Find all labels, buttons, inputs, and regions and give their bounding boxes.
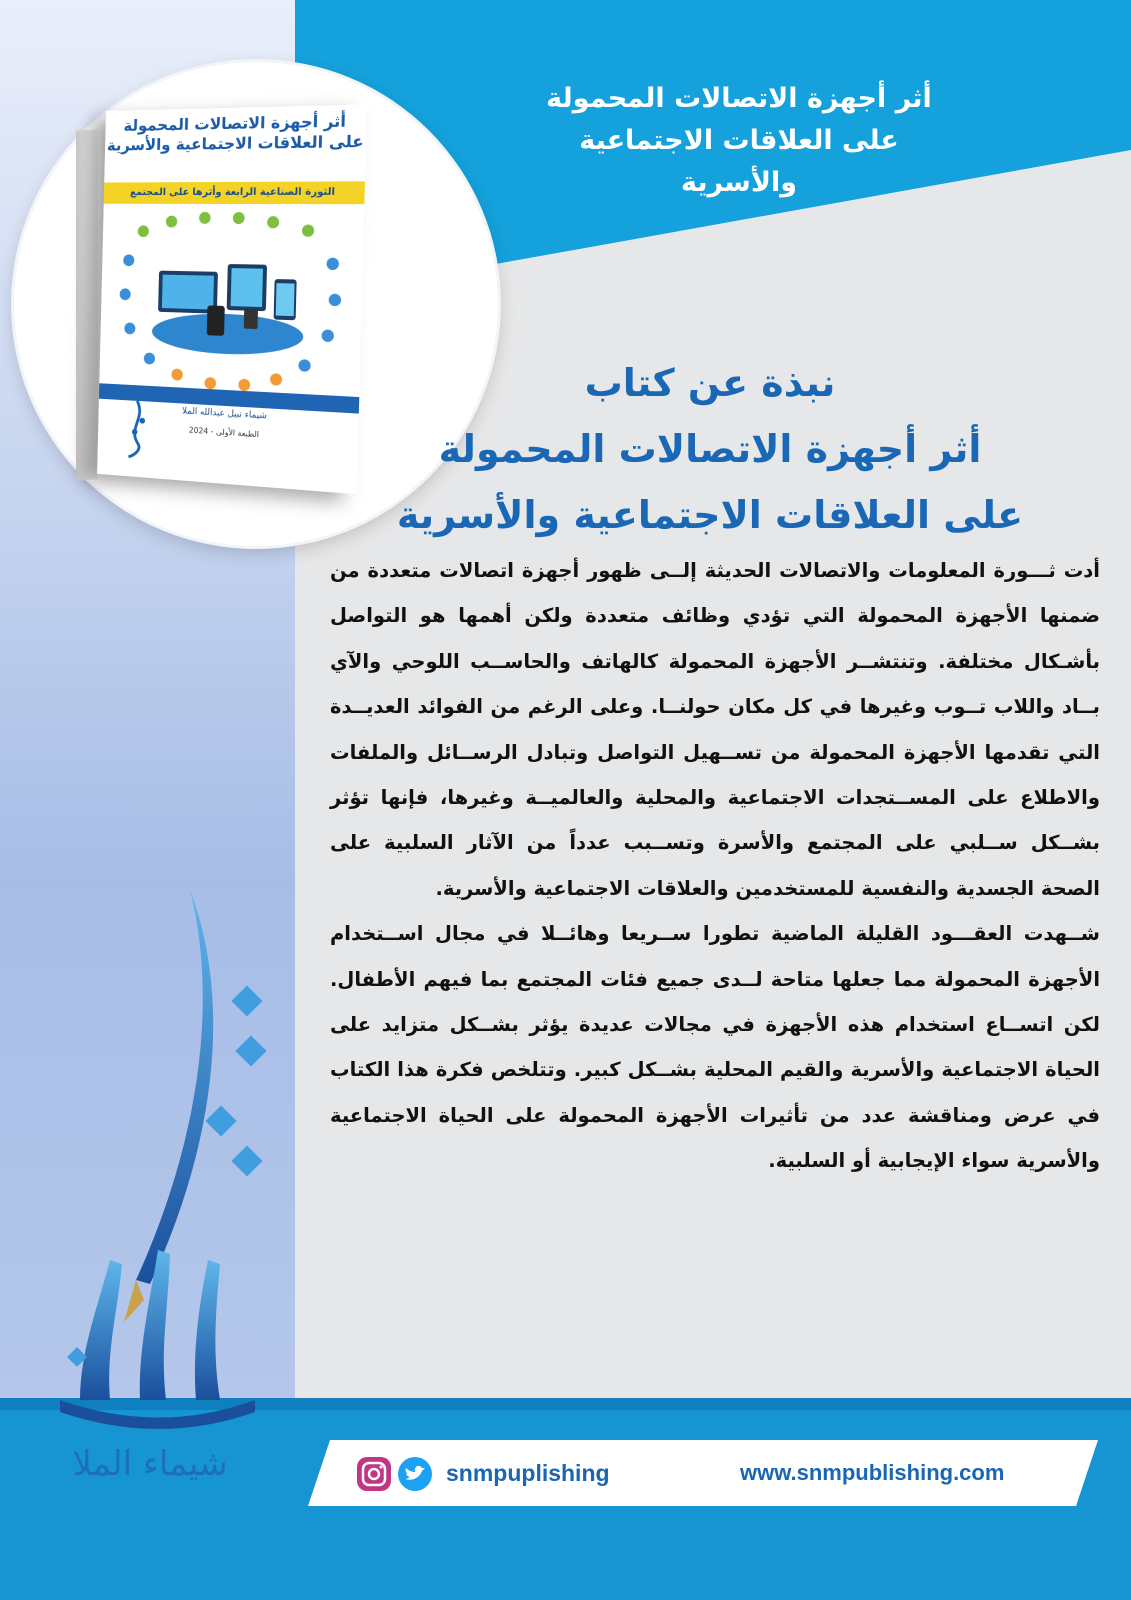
logo-name: شيماء الملا — [72, 1444, 228, 1484]
book-cover-title — [105, 111, 367, 156]
book-cover-edition: الطبعة الأولى - 2024 — [188, 425, 260, 440]
book-summary — [330, 548, 1100, 1184]
publisher-logo-icon — [117, 398, 155, 463]
book-cover-author: شيماء نبيل عبدالله الملا — [182, 406, 267, 422]
page-heading — [325, 350, 1095, 548]
header-title — [479, 78, 999, 204]
header-title-line: والأسرية — [680, 167, 797, 198]
social-icons — [355, 1454, 435, 1494]
heading-line: على العلاقات الاجتماعية والأسرية — [396, 493, 1024, 537]
calligraphy-logo-icon — [40, 880, 270, 1440]
summary-paragraph: شــهدت العقـــود القليلة الماضية تطورا ســريعا وهائــلا في مجال اســتخدام الأجهزة المحمولة مما جعلها متاحة لــدى جميع فئات المجتمع بما فيهم الأطفال. لكن اتســاع استخدام هذه الأجهزة في مجالات عديدة يؤثر بشــكل متزايد على الحياة الاجتماعية والأسرية والقيم المحلية بشــكل كبير. وتتلخص فكرة هذا الكتاب في عرض ومناقشة عدد من تأثيرات الأجهزة المحمولة على الحياة الاجتماعية والأسرية سواء الإيجابية أو السلبية. — [330, 922, 1100, 1173]
book-cover-title-line: على العلاقات الاجتماعية والأسرية — [106, 131, 365, 155]
devices-illustration-icon — [112, 212, 350, 401]
heading-line: نبذة عن كتاب — [584, 361, 836, 405]
book-spine — [76, 129, 98, 480]
social-handle[interactable]: snmpuplishing — [446, 1460, 610, 1486]
header-title-line: على العلاقات الاجتماعية — [579, 125, 899, 156]
header-title-line: أثر أجهزة الاتصالات المحمولة — [546, 83, 932, 114]
summary-paragraph: أدت ثـــورة المعلومات والاتصالات الحديثة إلــى ظهور أجهزة اتصالات متعددة من ضمنها الأجهزة المحمولة التي تؤدي وظائف متعددة ولكن أهمها هو التواصل بأشـكال مختلفة. وتنتشــر الأجهزة المحمولة كالهاتف والحاســب اللوحي والآي بــاد واللاب تــوب وغيرها في كل مكان حولنــا. وعلى الرغم من الفوائد العديــدة التي تقدمها الأجهزة المحمولة من تســهيل التواصل وتبادل الرســائل والملفات والاطلاع على المســتجدات الاجتماعية والمحلية والعالميــة وغيرها، فإنها تؤثر بشــكل ســلبي على المجتمع والأسرة وتســبب عدداً من الآثار السلبية على الصحة الجسدية والنفسية للمستخدمين والعلاقات الاجتماعية والأسرية. — [330, 559, 1100, 900]
book-cover-title-line: أثر أجهزة الاتصالات المحمولة — [123, 111, 347, 135]
book-cover-subtitle: الثورة الصناعية الرابعة وأثرها على المجتمع — [104, 181, 365, 204]
heading-line: أثر أجهزة الاتصالات المحمولة — [438, 427, 982, 471]
twitter-icon[interactable] — [398, 1457, 432, 1491]
website-link[interactable]: www.snmpublishing.com — [740, 1460, 1005, 1485]
instagram-icon[interactable] — [357, 1457, 391, 1491]
